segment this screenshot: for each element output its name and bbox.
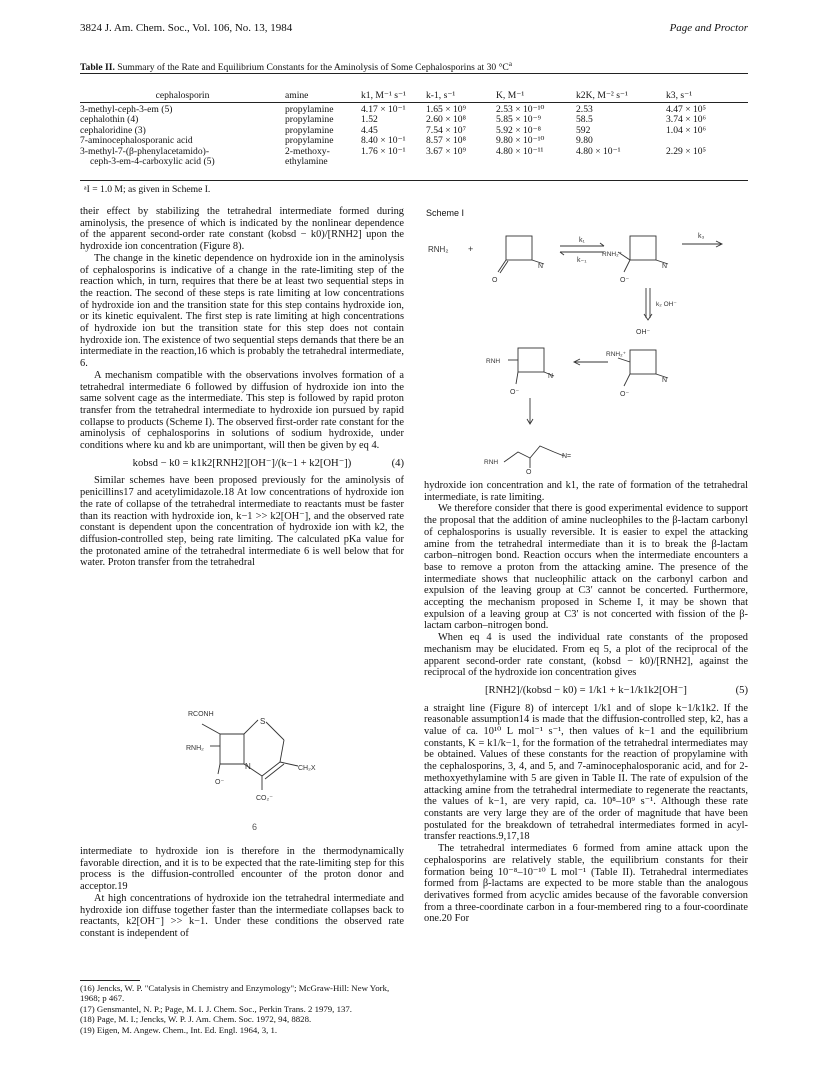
scheme-label-o2: O	[526, 469, 532, 474]
table-cell	[361, 157, 426, 168]
paragraph: intermediate to hydroxide ion is therefore in the thermodynamically favorable direction, and it is to be expected that the rate-limiting step for this process is the diffusion-controlled encounter of the proton donor and acceptor.19	[80, 846, 404, 893]
table-cell: 7-aminocephalosporanic acid	[80, 135, 193, 147]
paragraph: Similar schemes have been proposed previously for the aminolysis of penicillins17 and acetylimidazole.18 At low concentrations of hydroxide ion the rate of collapse of the tetrahedral intermediate to reactants must be faster than its reaction with hydroxide ion, k−1 >> k2[OH⁻], and the observed rate constant is dependent upon the concentration of hydroxide ion with k2, the diffusion-controlled step, being rate limiting. The calculated pKa value for the protonated amine of the tetrahedral intermediate 6 is well below that for water. Proton transfer from the tetrahedral	[80, 475, 404, 569]
table-cell: propylamine	[285, 135, 334, 147]
paragraph: When eq 4 is used the individual rate constants of the proposed mechanism may be elucidated. From eq 5, a plot of the reciprocal of the apparent second-order rate constant, (kobsd − k0)/[RNH2], against the reciprocal of the hydroxide ion concentration gives	[424, 632, 748, 679]
col-header: k3, s⁻¹	[666, 89, 693, 101]
table-cell: 1.65 × 10⁹	[426, 103, 466, 115]
table-cell: 1.04 × 10⁶	[666, 124, 706, 136]
paragraph: At high concentrations of hydroxide ion the tetrahedral intermediate and hydroxide ion diffuse together faster than the intermediate collapses back to reactants, k2[OH⁻] >> k−1. Under these conditions the observed rate constant is independent of	[80, 892, 404, 939]
structure-label-o-minus: O⁻	[215, 779, 225, 786]
table-cell: 9.80 × 10⁻¹⁰	[496, 135, 545, 147]
scheme-title: Scheme I	[426, 208, 465, 218]
table-cell: 5.85 × 10⁻⁹	[496, 114, 541, 126]
scheme-label-o: O	[492, 277, 498, 284]
scheme-label-n: N	[538, 263, 544, 270]
structure-label-rnh2: RNH₂	[186, 745, 204, 752]
table-cell: 3.67 × 10⁹	[426, 145, 466, 157]
structure-label-s: S	[260, 717, 266, 726]
structure-label-co2: CO₂⁻	[256, 795, 273, 802]
table-top-rule	[80, 73, 748, 74]
paragraph: The tetrahedral intermediates 6 formed from amine attack upon the cephalosporins are relatively stable, the equilibrium constants for their formation being 10⁻⁸–10⁻¹⁰ L mol⁻¹ (Table II). Tetrahedral intermediates formed from β-lactams are expected to be more stable than the analogous derivatives formed from acyclic amides because of the favorable conversion from a three-coordinate carbon in a four-membered ring to a four-coordinate one.20 For	[424, 843, 748, 925]
table-cell: 8.40 × 10⁻¹	[361, 135, 406, 147]
table-cell	[496, 157, 576, 168]
paragraph: We therefore consider that there is good experimental evidence to support the proposal that the addition of amine nucleophiles to the β-lactam carbonyl of cephalosporins is usually reversible. It is easier to expel the attacking amine from the tetrahedral intermediate than it is to break the β-lactam carbon–nitrogen bond. Reaction occurs when the intermediate encounters a base to remove a proton from the attacking amine. The presence of the intermediate shows that nucleophilic attack on the carbonyl carbon and expulsion of the leaving group at C3′ cannot be concerted. Furthermore, accepting the mechanism proposed in Scheme I, it may be shown that expulsion of a leaving group at C3′ is not concerted with fission of the β-lactam carbon–nitrogen bond.	[424, 503, 748, 632]
table-cell: propylamine	[285, 103, 334, 115]
structure-number: 6	[252, 822, 258, 832]
reference: (17) Gensmantel, N. P.; Page, M. I. J. Chem. Soc., Perkin Trans. 2 1979, 137.	[80, 1003, 352, 1014]
table-cell: 4.80 × 10⁻¹¹	[496, 145, 544, 157]
table-cell: cephaloridine (3)	[80, 124, 146, 136]
scheme-label-rnh-2: RNH	[484, 459, 499, 466]
scheme-k3: k₃	[698, 233, 705, 240]
table-bottom-rule	[80, 180, 748, 181]
table-header-row	[80, 76, 748, 102]
col-header: cephalosporin	[155, 89, 210, 101]
table-row	[80, 105, 748, 116]
col-header: k1, M⁻¹ s⁻¹	[361, 89, 406, 101]
scheme-plus: +	[468, 244, 474, 254]
table-cell: 4.45	[361, 124, 378, 136]
scheme-label-o-minus-2: O⁻	[620, 391, 630, 398]
reference: (18) Page, M. I.; Jencks, W. P. J. Am. Chem. Soc. 1972, 94, 8828.	[80, 1014, 312, 1025]
scheme-label-o-minus: O⁻	[620, 277, 630, 284]
table-cell: 592	[576, 124, 591, 136]
rate-constants-table	[80, 76, 748, 168]
table-body	[80, 105, 748, 169]
table-cell: 2.29 × 10⁵	[666, 145, 706, 157]
scheme-label-rnh2-plus-2: RNH₂⁺	[606, 351, 627, 358]
structure-label-n: N	[245, 762, 251, 771]
equation-4-body: kobsd − k0 = k1k2[RNH2][OH⁻]/(k−1 + k2[OH⁻])	[132, 457, 352, 469]
col-header: amine	[285, 89, 309, 101]
structure-label-ch2x: CH₂X	[298, 765, 316, 772]
journal-citation: 3824 J. Am. Chem. Soc., Vol. 106, No. 13, 1984	[80, 22, 293, 34]
left-column-top	[80, 206, 404, 569]
col-header: k2K, M⁻² s⁻¹	[576, 89, 628, 101]
table-cell: 4.17 × 10⁻¹	[361, 103, 406, 115]
table-caption	[80, 60, 748, 73]
table-cell: 2.53	[576, 103, 593, 115]
table-caption-mark: a	[508, 60, 512, 68]
table-cell: 2.53 × 10⁻¹⁰	[496, 103, 545, 115]
equation-4-number: (4)	[391, 457, 404, 469]
table-cell: 3.74 × 10⁶	[666, 114, 706, 126]
authors: Page and Proctor	[669, 22, 748, 34]
scheme-label-n5: N=	[562, 453, 572, 460]
table-row	[80, 115, 748, 126]
left-column-bottom	[80, 846, 404, 940]
structure-6-diagram	[180, 702, 330, 812]
scheme-k1: k₁	[579, 237, 585, 244]
table-cell: 1.52	[361, 114, 378, 126]
table-label: Table II.	[80, 62, 115, 74]
paragraph: A mechanism compatible with the observations involves formation of a tetrahedral intermediate 6 followed by diffusion of hydroxide ion into the same solvent cage as the intermediate. This step is followed by rapid proton transfer from the tetrahedral intermediate to hydroxide ion pursued by rapid collapse to products (Scheme I). The observed first-order rate constant for the aminolysis of cephalosporins in solutions of sodium hydroxide, under conditions where ku and kb are unimportant, will then be given by eq 4.	[80, 369, 404, 452]
table-cell: ethylamine	[285, 156, 328, 168]
table-cell: 5.92 × 10⁻⁸	[496, 124, 541, 136]
paragraph: a straight line (Figure 8) of intercept 1/k1 and of slope k−1/k1k2. If the reasonable assumption14 is made that the diffusion-controlled step, k2, has a value of ca. 10¹⁰ L mol⁻¹ s⁻¹, then values of k−1 and the equilibrium constants, K = k1/k−1, for the formation of the tetrahedral intermediates may be obtained. Values of these constants for the reaction of propylamine with the cephalosporins, 3, 4, and 5, and 7-aminocephalosporanic acid, and for 2-methoxyethylamine with 5 are given in Table II. The rate of expulsion of the attacking amine from the tetrahedral intermediate to regenerate the reactants, the values of k−1, are very rapid, ca. 10⁸–10⁹ s⁻¹. Although these rate constants are very large they are of the order of magnitude that have been postulated for the breakdown of tetrahedral intermediates formed in acyl-transfer reactions.9,17,18	[424, 702, 748, 843]
table-cell: 2.60 × 10⁸	[426, 114, 466, 126]
equation-4	[80, 458, 404, 470]
table-cell: 4.80 × 10⁻¹	[576, 145, 621, 157]
paragraph: The change in the kinetic dependence on hydroxide ion in the aminolysis of cephalosporins is indicative of a change in the rate-limiting step of the reaction which, in turn, requires that there be at least two sequential steps in the reaction. The second of these steps is rate limiting at low concentrations of hydroxide ion and the transition state for this step contains hydroxide ion, or its kinetic equivalent. The first step is rate limiting at high concentrations of hydroxide ion but the transition state for this step does not contain hydroxide ion. The existence of two sequential steps demands that there be an intermediate in the reaction,16 which is probably the tetrahedral intermediate, 6.	[80, 252, 404, 370]
reference: (16) Jencks, W. P. "Catalysis in Chemistry and Enzymology"; McGraw-Hill: New York, 1968; p 467.	[80, 983, 390, 1004]
equation-5-number: (5)	[735, 684, 748, 696]
table-cell: 3-methyl-ceph-3-em (5)	[80, 103, 173, 115]
table-cell: 3-methyl-7-(β-phenylacetamido)-	[80, 145, 210, 157]
scheme-label-rnh: RNH	[486, 358, 501, 365]
paragraph: hydroxide ion concentration and k1, the rate of formation of the tetrahedral intermediate, is rate limiting.	[424, 480, 748, 503]
footnote-rule	[80, 980, 140, 981]
col-header: k-1, s⁻¹	[426, 89, 456, 101]
scheme-reagent: RNH₂	[428, 245, 449, 254]
table-cell	[576, 157, 666, 168]
scheme-1-diagram	[424, 206, 748, 474]
scheme-label-n3: N	[662, 377, 668, 384]
references	[80, 980, 404, 1035]
paragraph: their effect by stabilizing the tetrahedral intermediate formed during aminolysis, the presence of which is indicated by the nonlinear dependence of the apparent second-order rate constant (kobsd − k0)/[RNH2] upon the hydroxide ion concentration (Figure 8).	[80, 206, 404, 253]
table-title: Summary of the Rate and Equilibrium Constants for the Aminolysis of Some Cephalosporins at 30 °C	[117, 62, 509, 74]
table-cell: 4.47 × 10⁵	[666, 103, 706, 115]
right-column	[424, 480, 748, 925]
table-cell: 58.5	[576, 114, 593, 126]
table-cell: 7.54 × 10⁷	[426, 124, 466, 136]
scheme-label-n4: N	[548, 373, 554, 380]
equation-5-body: [RNH2]/(kobsd − k0) = 1/k1 + k−1/k1k2[OH⁻]	[485, 684, 687, 696]
table-cell: 8.57 × 10⁸	[426, 135, 466, 147]
scheme-k2: k₂ OH⁻	[656, 301, 677, 308]
table-cell: 9.80	[576, 135, 593, 147]
table-cell	[666, 157, 748, 168]
table-cell: 2-methoxy-	[285, 145, 330, 157]
table-cell: propylamine	[285, 124, 334, 136]
table-row	[80, 157, 748, 168]
equation-5	[424, 685, 748, 697]
scheme-label-o-minus-3: O⁻	[510, 389, 520, 396]
table-cell: ceph-3-em-4-carboxylic acid (5)	[90, 156, 215, 168]
scheme-label-rnh2-plus: RNH₂⁺	[602, 251, 623, 258]
table-cell: propylamine	[285, 114, 334, 126]
scheme-label-n2: N	[662, 263, 668, 270]
table-cell	[426, 157, 496, 168]
structure-label-rconh: RCONH	[188, 711, 214, 718]
col-header: K, M⁻¹	[496, 89, 525, 101]
table-footnote: ᵃI = 1.0 M; as given in Scheme I.	[84, 184, 211, 195]
scheme-k-1: k₋₁	[577, 257, 587, 264]
table-cell: 1.76 × 10⁻¹	[361, 145, 406, 157]
table-cell: cephalothin (4)	[80, 114, 139, 126]
scheme-label-oh: OH⁻	[636, 329, 651, 336]
reference: (19) Eigen, M. Angew. Chem., Int. Ed. Engl. 1964, 3, 1.	[80, 1024, 278, 1035]
